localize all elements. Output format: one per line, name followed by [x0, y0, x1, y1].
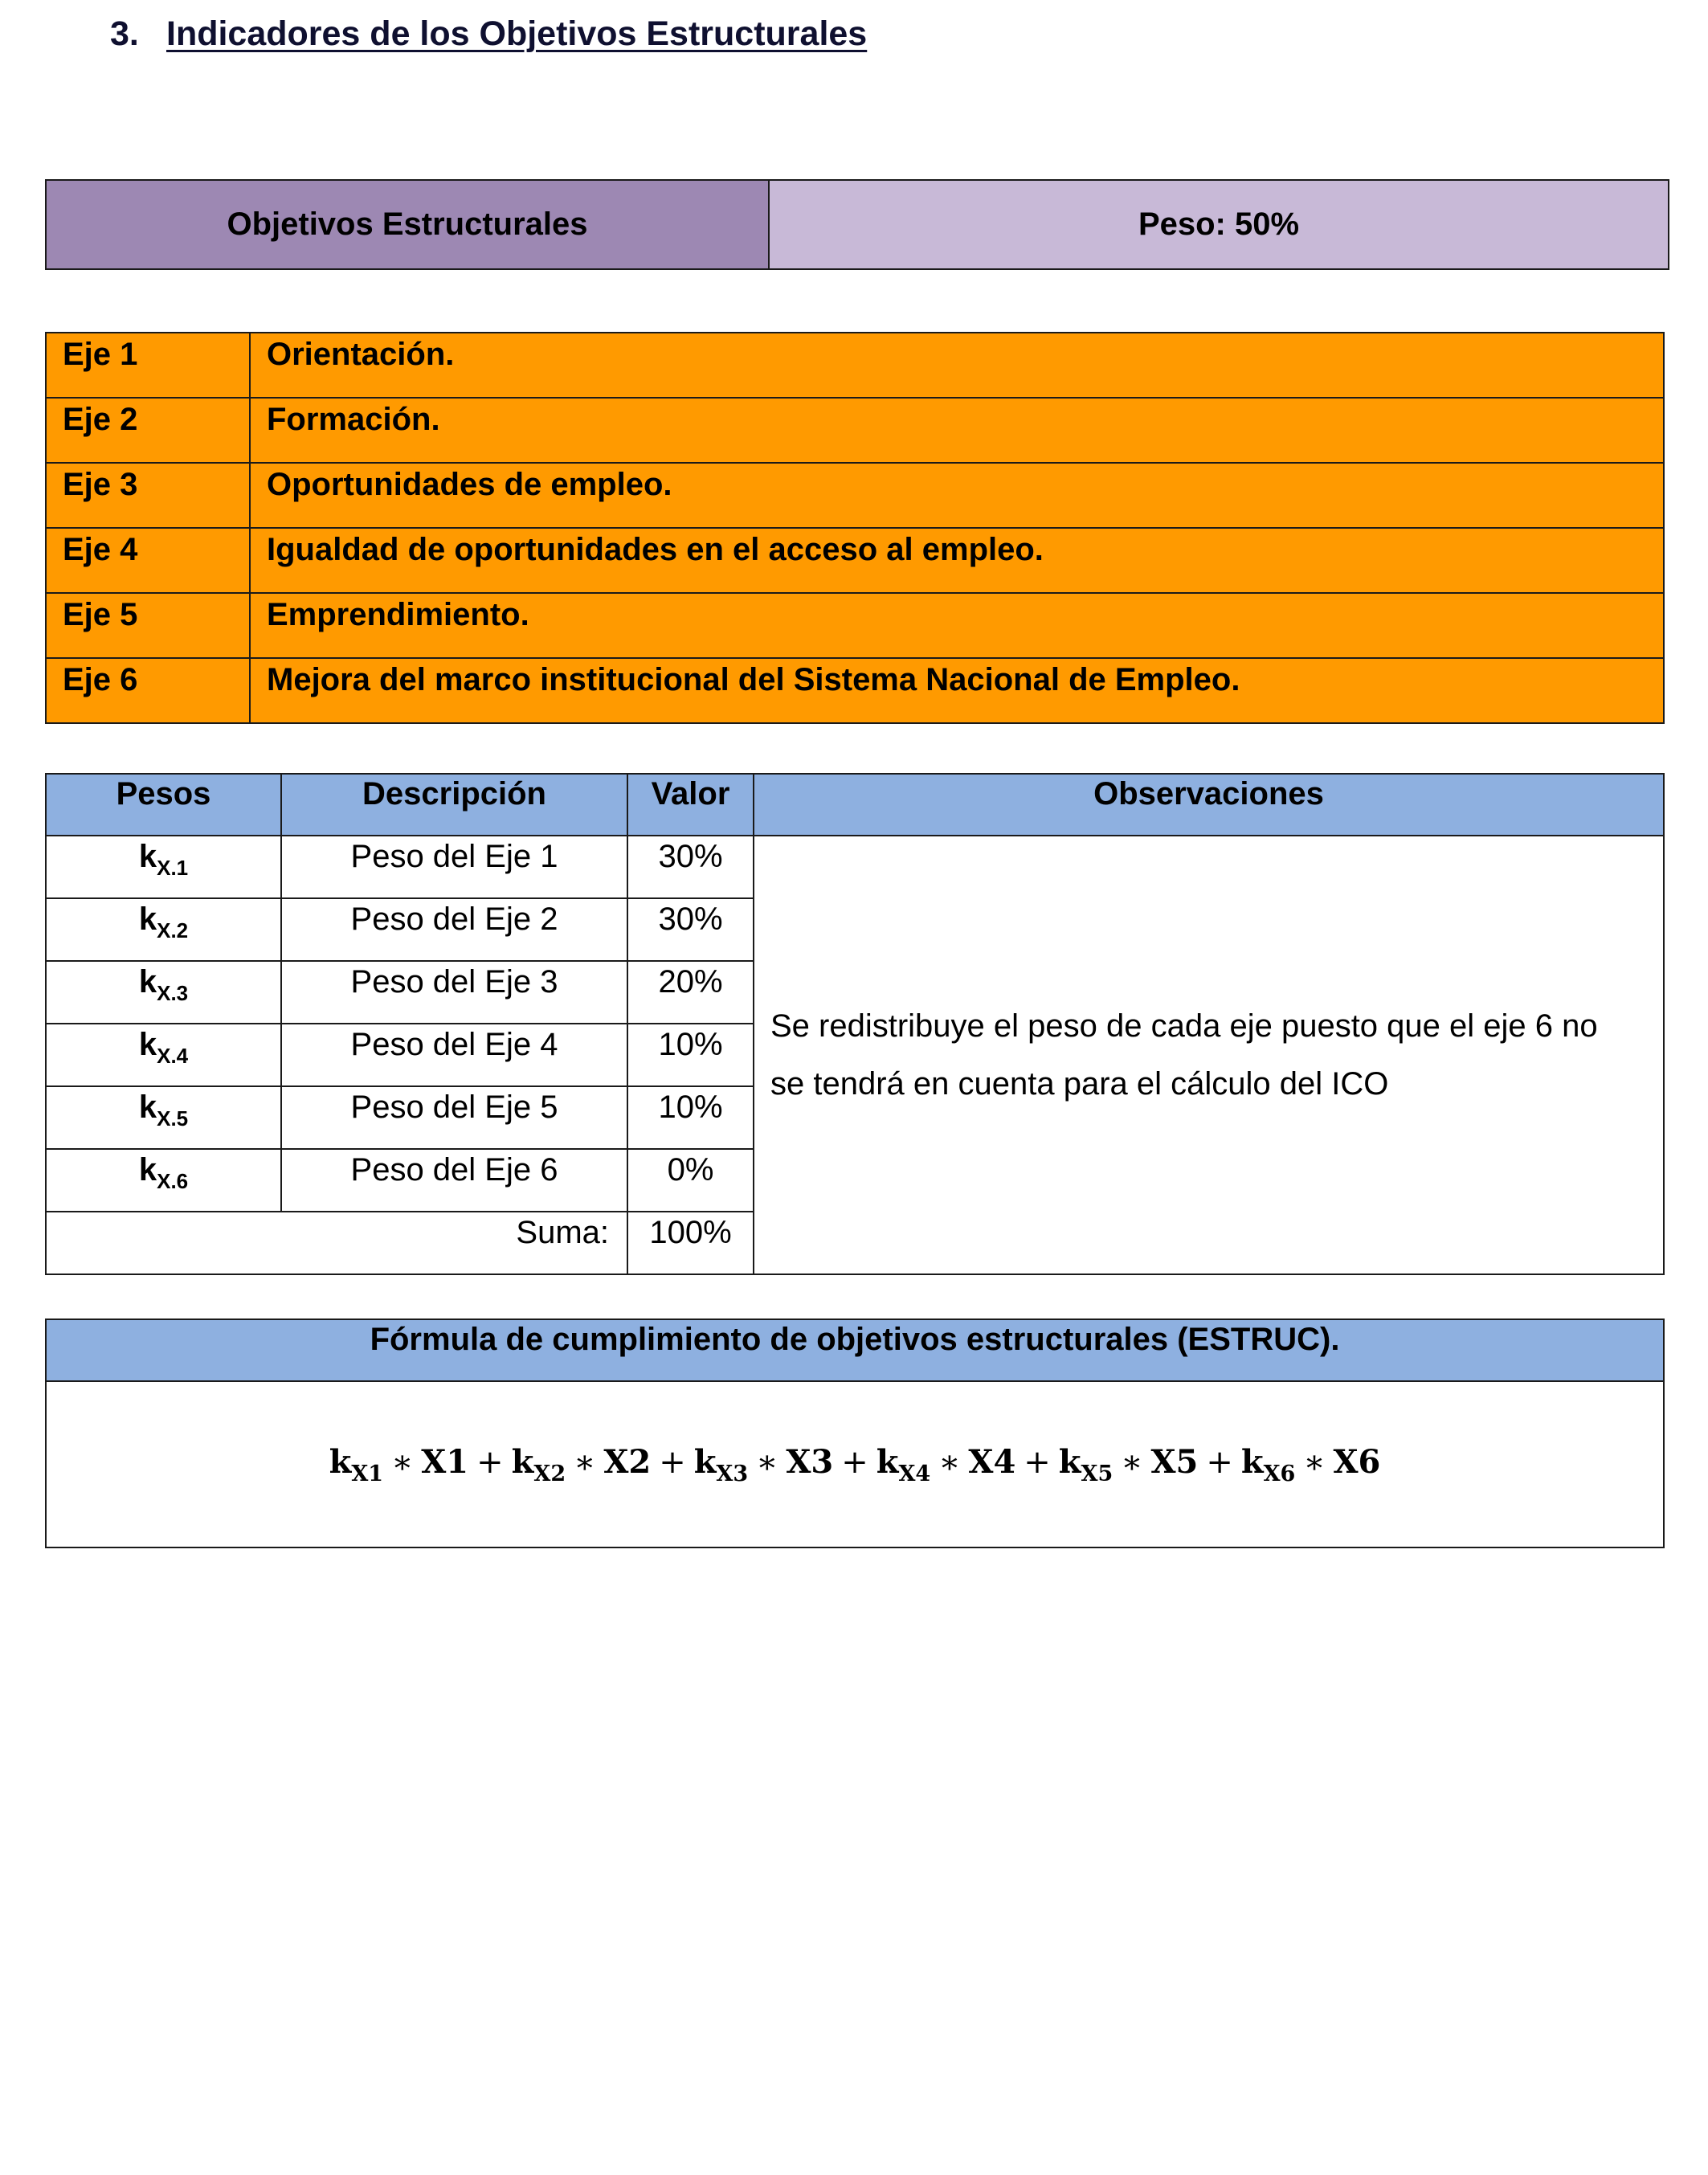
eje-label: Eje 3 — [46, 463, 250, 528]
column-header-pesos: Pesos — [46, 774, 281, 836]
table-row — [46, 836, 1664, 898]
observaciones-text: Se redistribuye el peso de cada eje puesto que el eje 6 no se tendrá en cuenta para el cálculo del ICO — [754, 836, 1664, 1274]
eje-description: Emprendimiento. — [250, 593, 1664, 658]
objetivos-peso-table — [45, 179, 1669, 270]
eje-description: Mejora del marco institucional del Sistema Nacional de Empleo. — [250, 658, 1664, 723]
peso-symbol: $k_{X.3}$ — [46, 961, 281, 1024]
suma-valor: 100% — [627, 1212, 754, 1274]
peso-description: Peso del Eje 2 — [281, 898, 627, 961]
eje-label: Eje 1 — [46, 333, 250, 398]
eje-label: Eje 6 — [46, 658, 250, 723]
table-row — [46, 658, 1664, 723]
formula-title: Fórmula de cumplimiento de objetivos estructurales (ESTRUC). — [46, 1319, 1664, 1381]
peso-symbol: $k_{X.1}$ — [46, 836, 281, 898]
formula-table — [45, 1318, 1665, 1548]
eje-label: Eje 5 — [46, 593, 250, 658]
peso-symbol: $k_{X.4}$ — [46, 1024, 281, 1086]
formula-expression: $k_{X1}$ ∗ $X1 + k_{X2}$ ∗ $X2 + k_{X3}$ ∗ $X3 + k_{X4}$ ∗ $X4 + k_{X5}$ ∗ $X5 + k_{X6}$ ∗ X6 — [329, 1442, 1381, 1486]
eje-label: Eje 4 — [46, 528, 250, 593]
section-number: 3. — [110, 14, 139, 53]
table-header-row — [46, 774, 1664, 836]
peso-valor: 30% — [627, 836, 754, 898]
column-header-valor: Valor — [627, 774, 754, 836]
column-header-observaciones: Observaciones — [754, 774, 1664, 836]
ejes-table — [45, 332, 1665, 724]
eje-description: Igualdad de oportunidades en el acceso al empleo. — [250, 528, 1664, 593]
peso-symbol: $k_{X.5}$ — [46, 1086, 281, 1149]
peso-label: Peso: 50% — [769, 180, 1669, 269]
peso-symbol: $k_{X.2}$ — [46, 898, 281, 961]
peso-valor: 30% — [627, 898, 754, 961]
section-title: Indicadores de los Objetivos Estructurales — [166, 14, 868, 53]
table-row — [46, 528, 1664, 593]
suma-label: Suma: — [46, 1212, 627, 1274]
peso-valor: 0% — [627, 1149, 754, 1212]
peso-description: Peso del Eje 4 — [281, 1024, 627, 1086]
peso-valor: 10% — [627, 1086, 754, 1149]
pesos-table — [45, 773, 1665, 1275]
table-row — [46, 333, 1664, 398]
peso-valor: 10% — [627, 1024, 754, 1086]
peso-description: Peso del Eje 5 — [281, 1086, 627, 1149]
eje-description: Orientación. — [250, 333, 1664, 398]
eje-label: Eje 2 — [46, 398, 250, 463]
peso-description: Peso del Eje 1 — [281, 836, 627, 898]
table-row — [46, 398, 1664, 463]
column-header-descripcion: Descripción — [281, 774, 627, 836]
peso-valor: 20% — [627, 961, 754, 1024]
table-row — [46, 593, 1664, 658]
eje-description: Formación. — [250, 398, 1664, 463]
peso-symbol: $k_{X.6}$ — [46, 1149, 281, 1212]
section-heading — [110, 14, 867, 54]
peso-description: Peso del Eje 6 — [281, 1149, 627, 1212]
formula-cell — [46, 1381, 1664, 1547]
objetivos-label: Objetivos Estructurales — [46, 180, 769, 269]
table-row — [46, 463, 1664, 528]
eje-description: Oportunidades de empleo. — [250, 463, 1664, 528]
peso-description: Peso del Eje 3 — [281, 961, 627, 1024]
